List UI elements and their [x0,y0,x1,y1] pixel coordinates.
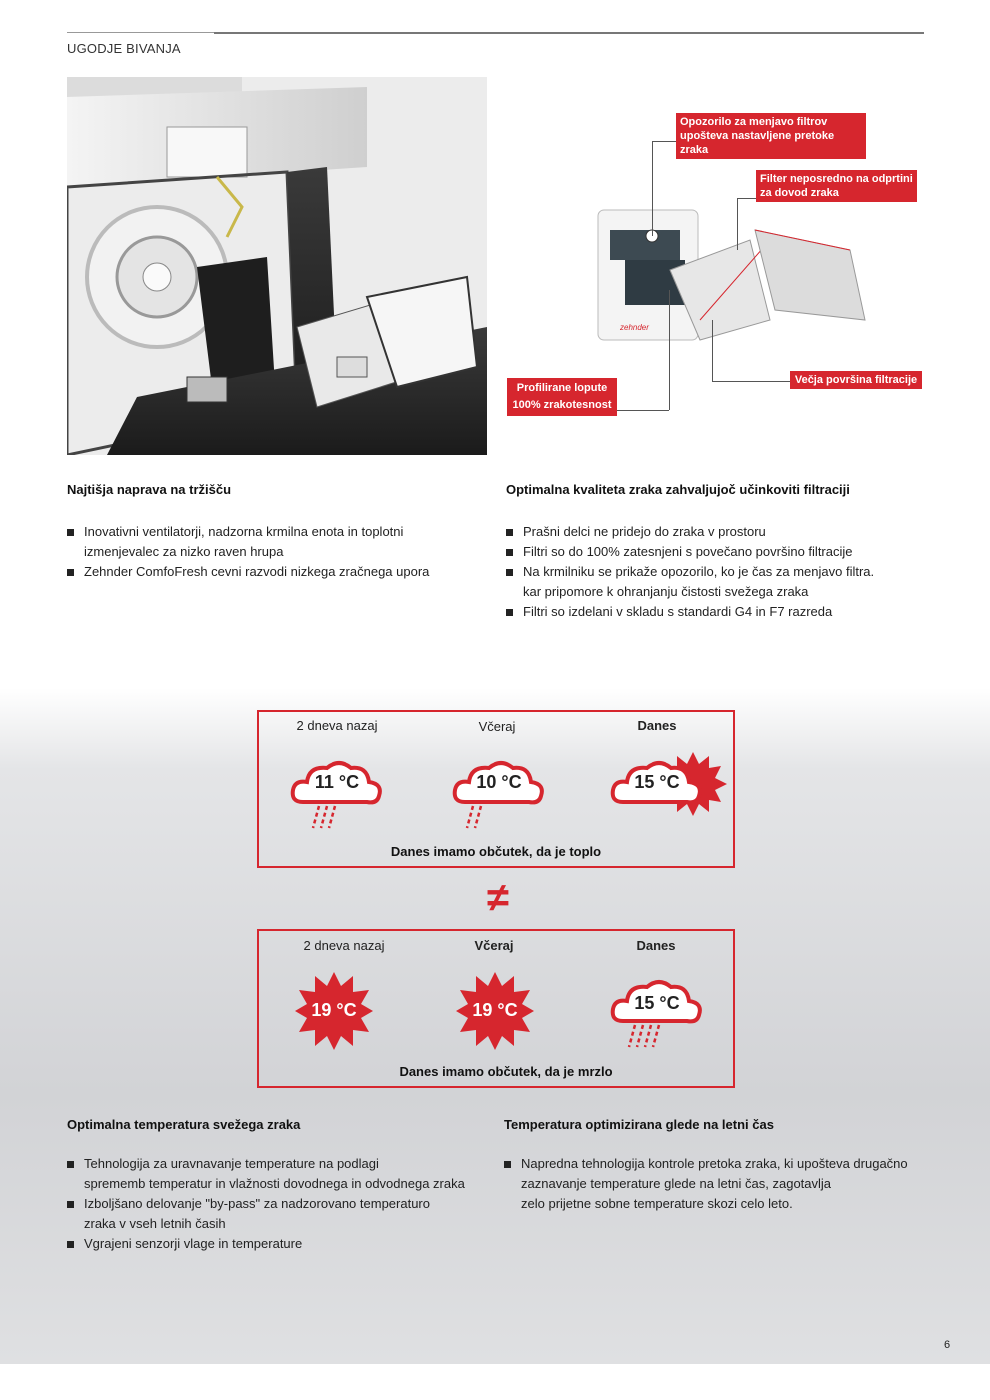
bullet-item: Inovativni ventilatorji, nadzorna krmilna enota in toplotni [67,522,487,542]
bullet-item: Filtri so izdelani v skladu s standardi G4 in F7 razreda [506,602,926,622]
weather-comparison-cold [257,929,735,1088]
rain-cloud-icon [289,756,385,836]
bullet-item: Filtri so do 100% zatesnjeni s povečano površino filtracije [506,542,926,562]
bullet-list [67,1154,497,1254]
section-title: Optimalna kvaliteta zraka zahvaljujoč učinkoviti filtraciji [506,482,850,497]
callout-line: za dovod zraka [760,187,839,199]
header-rule [214,32,924,34]
bullet-item: Prašni delci ne pridejo do zraka v prostoru [506,522,926,542]
leader-line [737,198,756,199]
rain-cloud-icon [451,756,547,836]
callout-larger-surface [790,371,922,389]
temperature-value: 19 °C [472,1000,518,1020]
not-equal-sign [480,878,516,918]
bullet-item: Vgrajeni senzorji vlage in temperature [67,1234,497,1254]
bullet-list [67,522,487,582]
bullet-item: Zehnder ComfoFresh cevni razvodi nizkega zračnega upora [67,562,487,582]
bullet-continuation: izmenjevalec za nizko raven hrupa [84,544,284,559]
leader-line [669,290,670,410]
temperature-value: 15 °C [634,772,680,792]
callout-line: Večja površina filtracije [794,374,918,386]
bullet-item: Izboljšano delovanje "by-pass" za nadzorovano temperaturo [67,1194,497,1214]
bullet-item: Napredna tehnologija kontrole pretoka zraka, ki upošteva drugačno [504,1154,944,1174]
device-interior-photo [67,77,487,455]
comparison-caption: Danes imamo občutek, da je toplo [390,844,602,859]
temperature-value: 19 °C [311,1000,357,1020]
sun-cloud-icon [609,752,729,832]
page-number: 6 [944,1339,951,1351]
not-equal-glyph: ≠ [487,876,509,920]
bullet-continuation: sprememb temperatur in vlažnosti dovodnega in odvodnega zraka [84,1176,465,1191]
section-title: Najtišja naprava na tržišču [67,482,232,497]
callout-line: Filter neposredno na odprtini [760,173,913,185]
weather-comparison-warm [257,710,735,868]
sun-icon [295,972,373,1050]
callout-profiled-flaps [507,378,617,416]
section-header: UGODJE BIVANJA [67,41,181,56]
leader-line [712,320,713,381]
leader-line [712,381,790,382]
day-label: 2 dneva nazaj [303,938,385,953]
header-rule-short [67,32,214,33]
day-label: Včeraj [478,719,516,734]
brand-mark: zehnder [620,323,649,332]
day-label: Danes [637,718,677,733]
bullet-item: Na krmilniku se prikaže opozorilo, ko je čas za menjavo filtra. [506,562,926,582]
device-filters-photo [590,200,920,360]
bullet-item: Tehnologija za uravnavanje temperature na podlagi [67,1154,497,1174]
section-title: Temperatura optimizirana glede na letni čas [504,1117,774,1132]
section-title: Optimalna temperatura svežega zraka [67,1117,301,1132]
leader-line [617,410,669,411]
day-label: Včeraj [474,938,514,953]
leader-line [652,141,653,236]
bullet-list [506,522,926,622]
bullet-continuation: zelo prijetne sobne temperature skozi celo leto. [521,1196,793,1211]
temperature-value: 10 °C [476,772,522,792]
leader-line [652,141,676,142]
callout-line: Opozorilo za menjavo filtrov [680,116,828,128]
day-label: 2 dneva nazaj [296,718,378,733]
leader-line [737,198,738,250]
day-label: Danes [636,938,676,953]
bullet-continuation: zraka v vseh letnih časih [84,1216,226,1231]
rain-cloud-icon [609,975,705,1055]
temperature-value: 11 °C [314,772,360,792]
callout-filter-warning [676,113,866,159]
callout-filter-inlet [756,170,917,202]
callout-line: upošteva nastavljene pretoke zraka [680,130,835,156]
bullet-continuation: zaznavanje temperature glede na letni čas, zagotavlja [521,1176,832,1191]
callout-line: 100% zrakotesnost [512,399,612,411]
comparison-caption: Danes imamo občutek, da je mrzlo [399,1064,613,1079]
sun-icon [456,972,534,1050]
callout-line: Profilirane lopute [516,382,608,394]
bullet-list [504,1154,944,1214]
temperature-value: 15 °C [634,993,680,1013]
bullet-continuation: kar pripomore k ohranjanju čistosti svežega zraka [523,584,809,599]
